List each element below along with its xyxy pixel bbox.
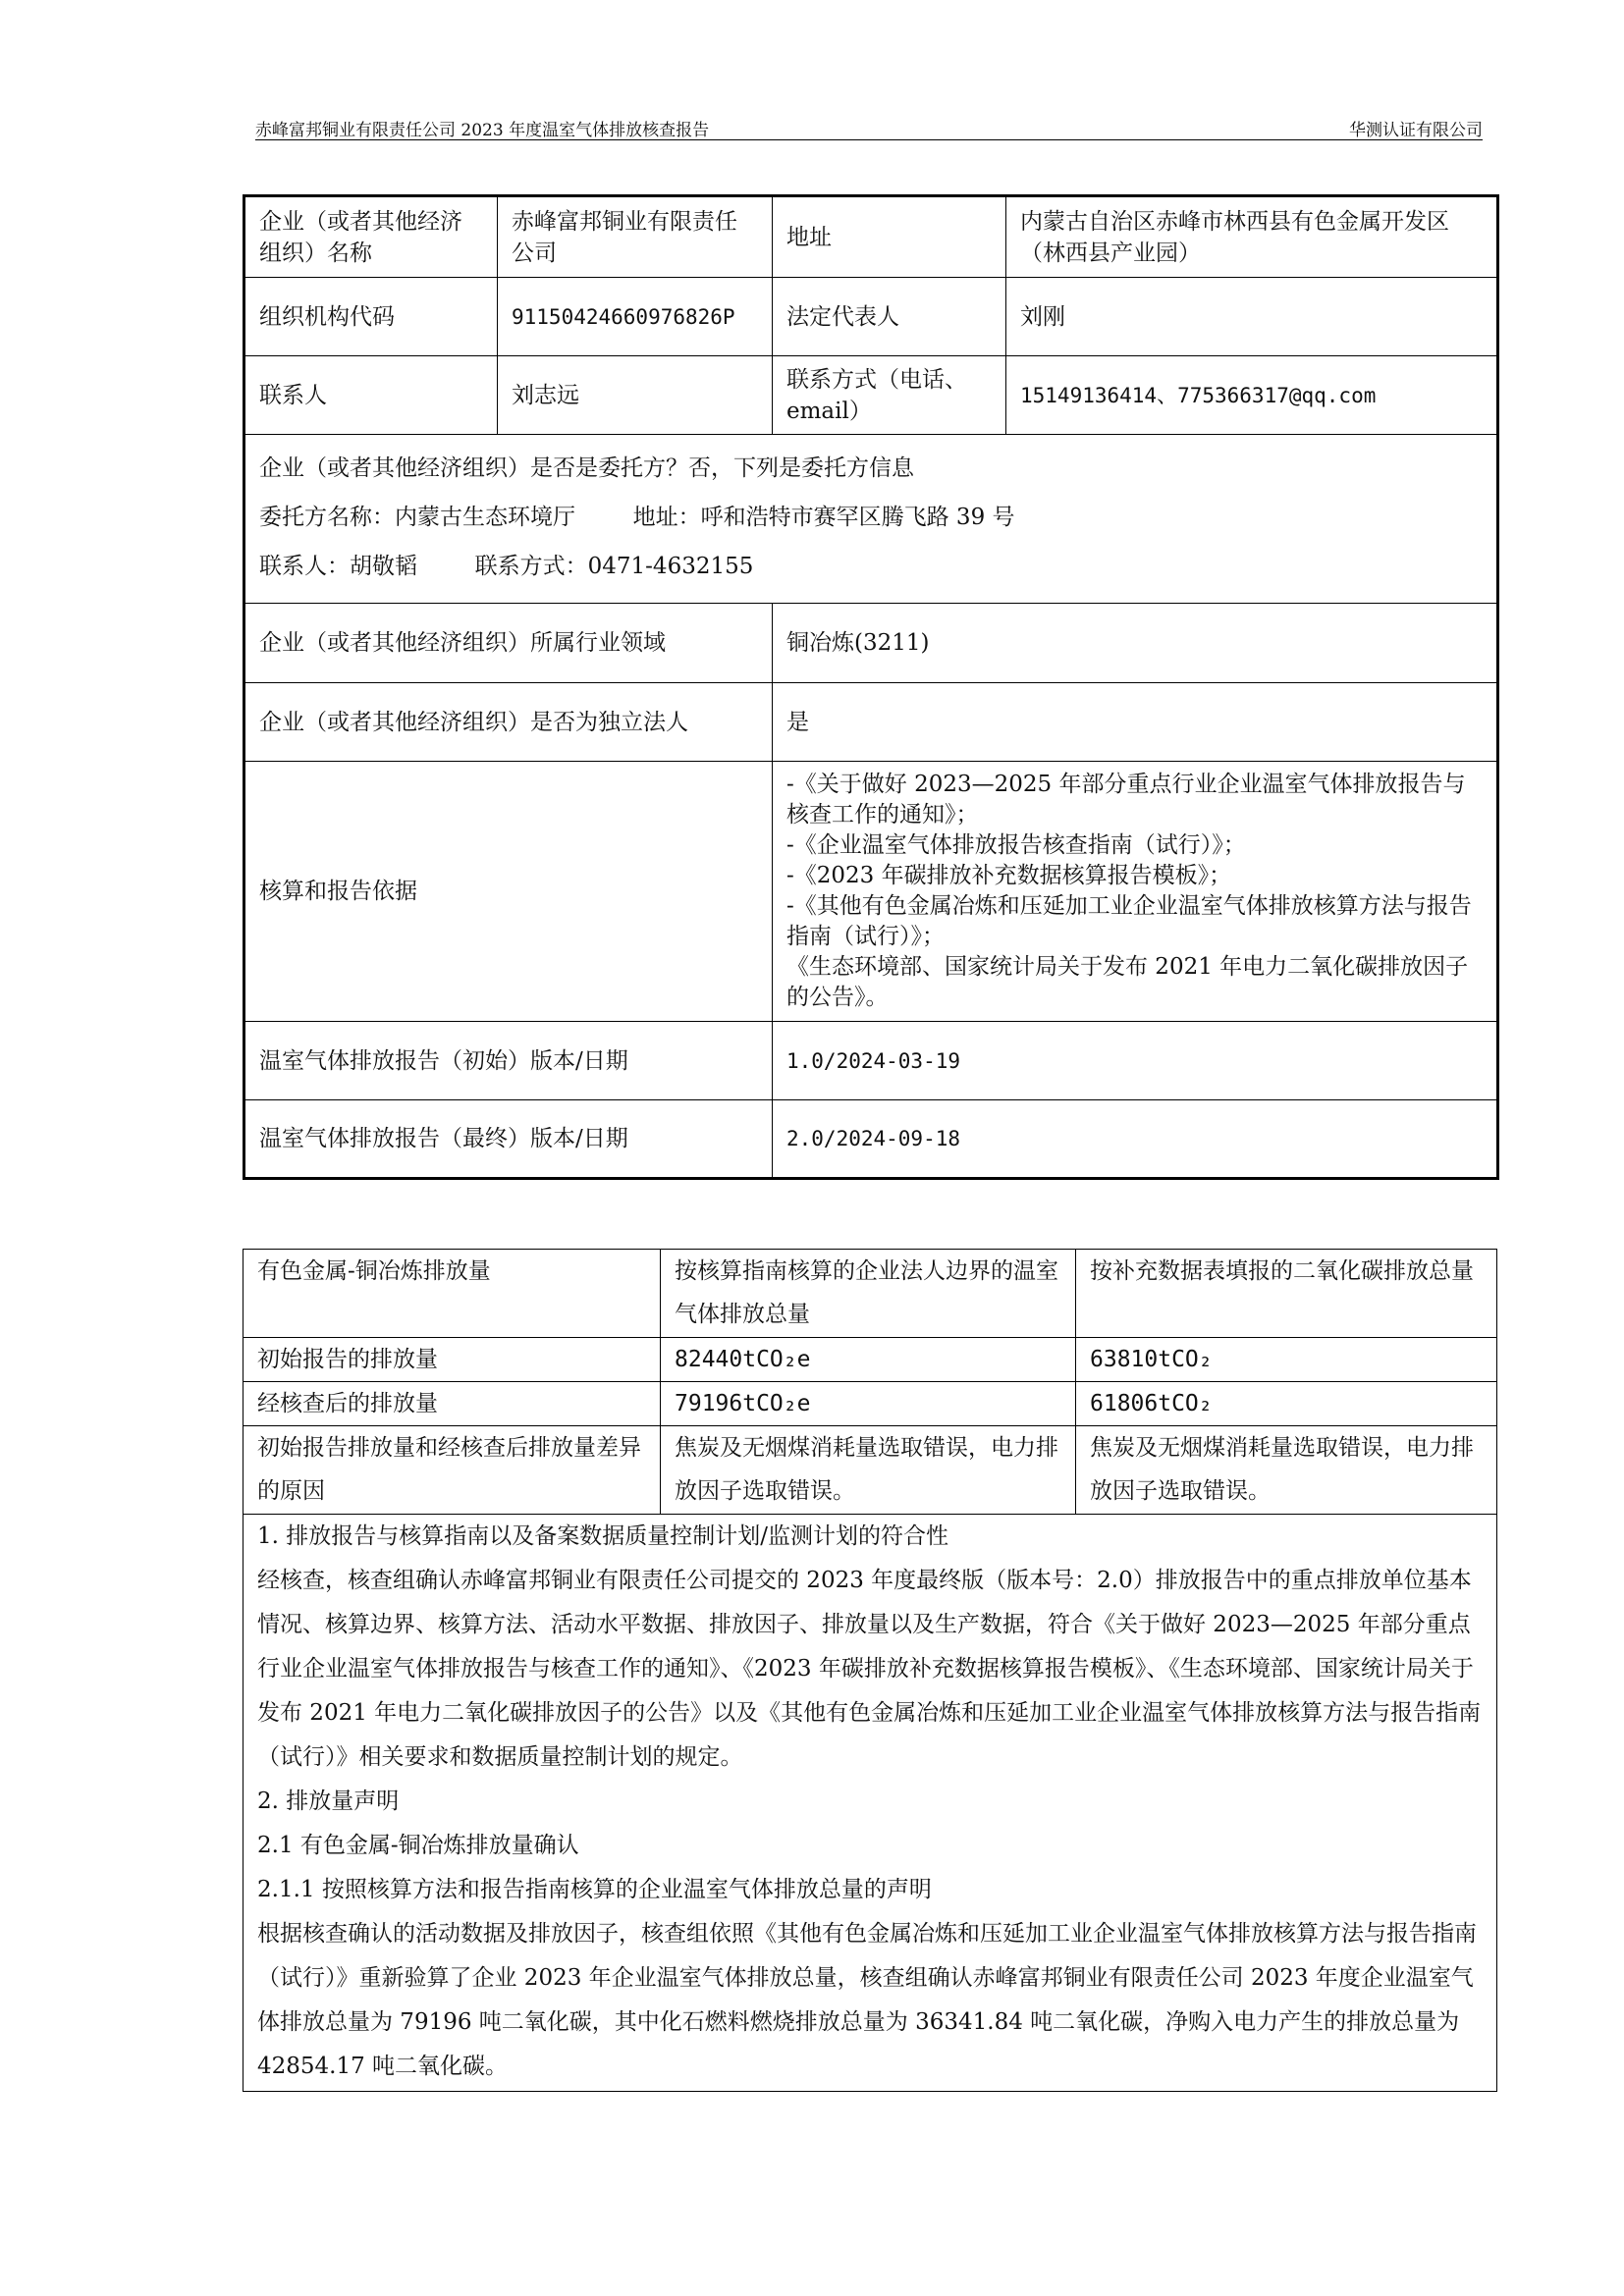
initial-supp-value: 63810tCO₂ [1076, 1338, 1497, 1382]
basis-label: 核算和报告依据 [244, 762, 773, 1022]
table-row [244, 1022, 1498, 1100]
basis-item: 《生态环境部、国家统计局关于发布 2021 年电力二氧化碳排放因子的公告》。 [786, 954, 1469, 1010]
legal-rep-label: 法定代表人 [773, 278, 1006, 356]
entrust-name-line [259, 493, 1483, 542]
industry-value: 铜冶炼(3211) [773, 604, 1498, 683]
difference-reason-guide: 焦炭及无烟煤消耗量选取错误，电力排放因子选取错误。 [661, 1426, 1076, 1515]
table-row [244, 278, 1498, 356]
basis-item: -《2023 年碳排放补充数据核算报告模板》； [786, 863, 1232, 888]
declaration-heading: 2.1.1 按照核算方法和报告指南核算的企业温室气体排放总量的声明 [257, 1877, 932, 1902]
declaration-paragraph: 经核查，核查组确认赤峰富邦铜业有限责任公司提交的 2023 年度最终版（版本号：2.0）排放报告中的重点排放单位基本情况、核算边界、核算方法、活动水平数据、排放因子、排放量以及生产数据，符合《关于做好 2023—2025 年部分重点行业企业温室气体排放报告与核查工作的通知》、《2023 年碳排放补充数据核算报告模板》、《生态环境部、国家统计局关于发布 2021 年电力二氧化碳排放因子的公告》以及《其他有色金属冶炼和压延加工业企业温室气体排放核算方法与报告指南（试行）》相关要求和数据质量控制计划的规定。 [257, 1568, 1482, 1770]
org-name-label: 企业（或者其他经济组织）名称 [244, 196, 498, 278]
entrust-address-value: 呼和浩特市赛罕区腾飞路 39 号 [700, 504, 1015, 530]
basis-item: -《其他有色金属冶炼和压延加工业企业温室气体排放核算方法与报告指南（试行）》； [786, 893, 1472, 949]
initial-guide-value: 82440tCO₂e [661, 1338, 1076, 1382]
declaration-paragraph: 根据核查确认的活动数据及排放因子，核查组依照《其他有色金属冶炼和压延加工业企业温室气体排放核算方法与报告指南（试行）》重新验算了企业 2023 年企业温室气体排放总量，核查组确认赤峰富邦铜业有限责任公司 2023 年度企业温室气体排放总量为 79196 吨二氧化碳，其中化石燃料燃烧排放总量为 36341.84 吨二氧化碳，净购入电力产生的排放总量为 42854.17 吨二氧化碳。 [257, 1921, 1477, 2079]
emissions-header-category: 有色金属-铜冶炼排放量 [244, 1250, 661, 1338]
entrust-contact-value: 胡敬韬 [350, 553, 417, 579]
table-row [244, 1338, 1497, 1382]
contact-value: 刘志远 [498, 356, 773, 435]
entrust-info-cell [244, 435, 1498, 604]
declaration-cell [244, 1515, 1497, 2092]
entrust-phone-value: 0471-4632155 [587, 553, 754, 579]
contact-method-value: 15149136414、775366317@qq.com [1006, 356, 1498, 435]
header-company: 华测认证有限公司 [1349, 121, 1483, 140]
table-row [244, 435, 1498, 604]
org-code-value: 91150424660976826P [498, 278, 773, 356]
verified-guide-value: 79196tCO₂e [661, 1382, 1076, 1426]
row-label: 初始报告排放量和经核查后排放量差异的原因 [244, 1426, 661, 1515]
row-label: 经核查后的排放量 [244, 1382, 661, 1426]
verified-supp-value: 61806tCO₂ [1076, 1382, 1497, 1426]
table-row [244, 1100, 1498, 1179]
contact-method-label: 联系方式（电话、email） [773, 356, 1006, 435]
entrust-name-label: 委托方名称： [259, 504, 395, 530]
entrust-contact-line [259, 542, 1483, 591]
address-label: 地址 [773, 196, 1006, 278]
final-version-value: 2.0/2024-09-18 [773, 1100, 1498, 1179]
entrust-address-label: 地址： [632, 504, 701, 530]
table-row [244, 1382, 1497, 1426]
table-row [244, 196, 1498, 278]
table-row [244, 1515, 1497, 2092]
table-row [244, 1426, 1497, 1515]
emissions-table [243, 1249, 1497, 2092]
contact-label: 联系人 [244, 356, 498, 435]
industry-label: 企业（或者其他经济组织）所属行业领域 [244, 604, 773, 683]
independent-label: 企业（或者其他经济组织）是否为独立法人 [244, 683, 773, 762]
basis-item: -《关于做好 2023—2025 年部分重点行业企业温室气体排放报告与核查工作的通知》； [786, 772, 1466, 828]
declaration-heading: 2. 排放量声明 [257, 1789, 400, 1814]
basis-item: -《企业温室气体排放报告核查指南（试行）》； [786, 832, 1246, 858]
entrust-name-value: 内蒙古生态环境厅 [395, 504, 575, 530]
declaration-heading: 1. 排放报告与核算指南以及备案数据质量控制计划/监测计划的符合性 [257, 1523, 949, 1549]
final-version-label: 温室气体排放报告（最终）版本/日期 [244, 1100, 773, 1179]
independent-value: 是 [773, 683, 1498, 762]
basis-list [773, 762, 1498, 1022]
org-name-value: 赤峰富邦铜业有限责任公司 [498, 196, 773, 278]
entrust-phone-label: 联系方式： [474, 553, 588, 579]
initial-version-value: 1.0/2024-03-19 [773, 1022, 1498, 1100]
page-header [255, 116, 1483, 139]
declaration-heading: 2.1 有色金属-铜冶炼排放量确认 [257, 1833, 579, 1858]
emissions-header-supplement: 按补充数据表填报的二氧化碳排放总量 [1076, 1250, 1497, 1338]
address-value: 内蒙古自治区赤峰市林西县有色金属开发区（林西县产业园） [1006, 196, 1498, 278]
header-rule [255, 139, 1483, 140]
header-title: 赤峰富邦铜业有限责任公司 2023 年度温室气体排放核查报告 [255, 121, 710, 140]
table-row [244, 604, 1498, 683]
table-row [244, 1250, 1497, 1338]
row-label: 初始报告的排放量 [244, 1338, 661, 1382]
emissions-header-guide: 按核算指南核算的企业法人边界的温室气体排放总量 [661, 1250, 1076, 1338]
table-row [244, 356, 1498, 435]
org-code-label: 组织机构代码 [244, 278, 498, 356]
table-row [244, 762, 1498, 1022]
table-row [244, 683, 1498, 762]
organization-info-table [243, 194, 1499, 1180]
entrust-question: 企业（或者其他经济组织）是否是委托方？否，下列是委托方信息 [259, 454, 914, 481]
entrust-contact-label: 联系人： [259, 553, 350, 579]
difference-reason-supp: 焦炭及无烟煤消耗量选取错误，电力排放因子选取错误。 [1076, 1426, 1497, 1515]
legal-rep-value: 刘刚 [1006, 278, 1498, 356]
initial-version-label: 温室气体排放报告（初始）版本/日期 [244, 1022, 773, 1100]
